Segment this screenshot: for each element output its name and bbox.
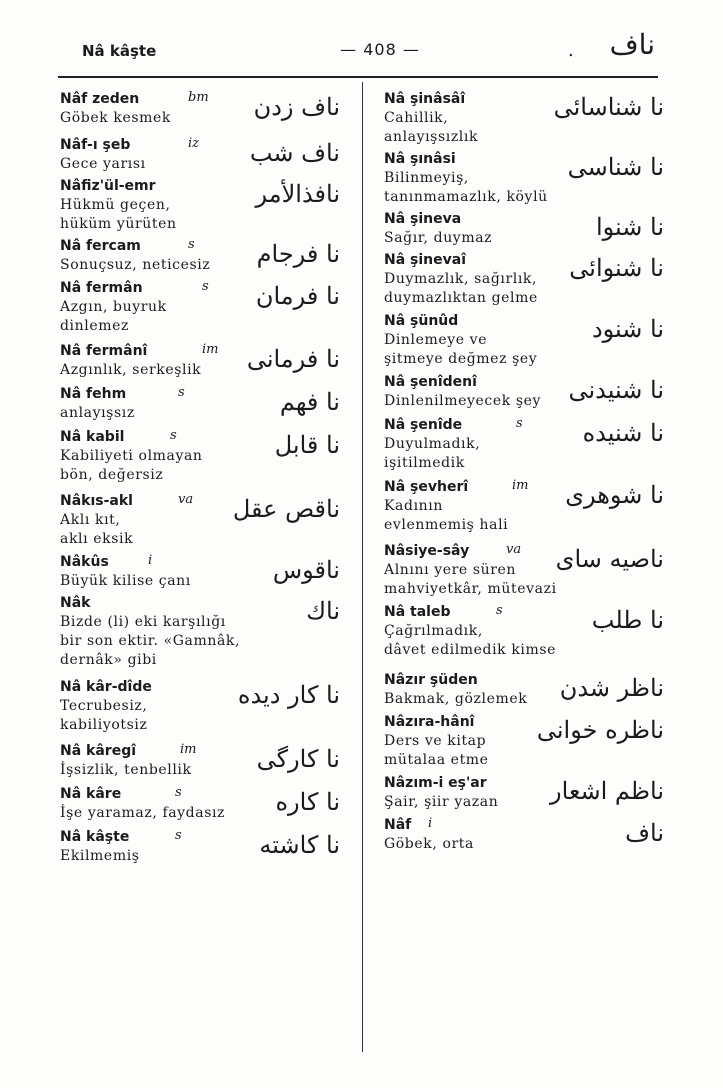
entry-definition: Azgınlık, serkeşlik: [60, 362, 202, 378]
entry-arabic-script: نا طلب: [591, 606, 664, 634]
entry-definition: Aklı kıt,: [60, 512, 121, 528]
entry-definition: Azgın, buyruk: [60, 299, 167, 315]
entry-definition: Dinlenilmeyecek şey: [384, 393, 542, 409]
dictionary-entry: [60, 553, 340, 591]
entry-definition: aklı eksik: [60, 531, 134, 547]
entry-definition: Bakmak, gözlemek: [384, 691, 528, 707]
entry-headword: Nâzım-i eş'ar: [384, 775, 487, 791]
entry-definition: Çağrılmadık,: [384, 623, 483, 639]
entry-arabic-script: نا كاشته: [259, 831, 340, 859]
page-header: [0, 0, 723, 80]
entry-definition: Bizde (li) eki karşılığı: [60, 614, 226, 630]
dictionary-entry: [60, 342, 340, 380]
entry-definition: Göbek, orta: [384, 836, 474, 852]
entry-arabic-script: نا فرمان: [255, 282, 340, 310]
entry-arabic-script: نا كارگى: [256, 745, 340, 773]
entry-headword: Nâ kabil: [60, 429, 125, 445]
entry-part-of-speech: i: [428, 816, 433, 831]
entry-definition: Duyulmadık,: [384, 436, 481, 452]
entry-definition: Sonuçsuz, neticesiz: [60, 257, 211, 273]
entry-headword: Nâzıra-hânî: [384, 714, 475, 730]
running-head-left: Nâ kâşte: [82, 42, 157, 60]
dictionary-entry: [60, 678, 340, 735]
entry-definition: şitmeye değmez şey: [384, 351, 538, 367]
running-head-right: ناف: [609, 28, 655, 61]
entry-headword: Nâ kâregî: [60, 743, 137, 759]
entry-definition: Ders ve kitap: [384, 733, 487, 749]
entry-arabic-script: نا قابل: [274, 431, 340, 459]
dictionary-entry: [384, 603, 664, 660]
entry-part-of-speech: s: [496, 603, 503, 618]
entry-arabic-script: ناقوس: [272, 556, 340, 584]
entry-definition: Şair, şiir yazan: [384, 794, 499, 810]
entry-part-of-speech: s: [175, 785, 182, 800]
entry-part-of-speech: s: [202, 279, 209, 294]
entry-definition: Bilinmeyiş,: [384, 170, 469, 186]
entry-arabic-script: نا شنيدنى: [568, 376, 664, 404]
entry-arabic-script: نا فرمانى: [246, 345, 340, 373]
entry-definition: anlayışsızlık: [384, 129, 479, 145]
entry-definition: duymazlıktan gelme: [384, 290, 538, 306]
dictionary-entry: [60, 385, 340, 423]
entry-headword: Nâ şinâsâî: [384, 91, 466, 107]
page-number: — 408 —: [340, 40, 420, 59]
entry-definition: hüküm yürüten: [60, 216, 177, 232]
header-rule: [58, 76, 658, 78]
entry-definition: İşe yaramaz, faydasız: [60, 805, 226, 821]
dictionary-entry: [60, 136, 340, 174]
entry-headword: Nâ şınâsi: [384, 151, 456, 167]
entry-arabic-script: ناصيه ساى: [555, 545, 664, 573]
entry-arabic-script: نا شنوا: [595, 213, 664, 241]
entry-part-of-speech: im: [512, 478, 529, 493]
right-column: [384, 90, 664, 854]
entry-arabic-script: نا فهم: [279, 388, 340, 416]
entry-arabic-script: ناظره خوانى: [536, 716, 664, 744]
dictionary-entry: [384, 312, 664, 369]
header-dot: .: [568, 40, 574, 61]
entry-part-of-speech: s: [178, 385, 185, 400]
entry-headword: Nâkıs-akl: [60, 493, 133, 509]
entry-headword: Nâ fermânî: [60, 343, 148, 359]
entry-definition: Kabiliyeti olmayan: [60, 448, 203, 464]
entry-definition: Tecrubesiz,: [60, 698, 148, 714]
dictionary-entry: [60, 785, 340, 823]
entry-definition: dâvet edilmedik kimse: [384, 642, 557, 658]
dictionary-entry: [60, 492, 340, 549]
dictionary-entry: [384, 373, 664, 411]
entry-definition: tanınmamazlık, köylü: [384, 189, 548, 205]
entry-definition: İşsizlik, tenbellik: [60, 762, 192, 778]
entry-headword: Nâ fermân: [60, 280, 143, 296]
entry-part-of-speech: i: [148, 553, 153, 568]
dictionary-entry: [384, 816, 664, 854]
dictionary-entry: [384, 416, 664, 473]
entry-headword: Nâ fercam: [60, 238, 141, 254]
entry-definition: mahviyetkâr, mütevazi: [384, 581, 557, 597]
entry-part-of-speech: im: [180, 742, 197, 757]
dictionary-entry: [384, 774, 664, 812]
dictionary-entry: [384, 542, 664, 599]
entry-arabic-script: ناقص عقل: [232, 495, 340, 523]
dictionary-entry: [60, 279, 340, 336]
entry-arabic-script: نا شناسائى: [553, 93, 664, 121]
left-column: [60, 90, 340, 866]
entry-headword: Nâsiye-sây: [384, 543, 470, 559]
entry-arabic-script: نا شناسى: [567, 153, 664, 181]
entry-arabic-script: نا كار ديده: [237, 681, 340, 709]
entry-arabic-script: نا شنود: [591, 315, 664, 343]
entry-headword: Nâ şevherî: [384, 479, 469, 495]
entry-arabic-script: نا فرجام: [256, 240, 340, 268]
dictionary-entry: [384, 713, 664, 770]
dictionary-entry: [384, 478, 664, 535]
entry-definition: Ekilmemiş: [60, 848, 140, 864]
entry-headword: Nâ şenîde: [384, 417, 463, 433]
entry-arabic-script: نا شنيده: [582, 419, 664, 447]
entry-headword: Nâ taleb: [384, 604, 451, 620]
entry-definition: Büyük kilise çanı: [60, 573, 191, 589]
entry-headword: Nâf: [384, 817, 412, 833]
entry-headword: Nâzır şüden: [384, 672, 478, 688]
entry-headword: Nâk: [60, 595, 91, 611]
dictionary-entry: [384, 251, 664, 308]
entry-part-of-speech: iz: [188, 136, 200, 151]
entry-headword: Nâ kâre: [60, 786, 122, 802]
entry-arabic-script: نا كاره: [275, 788, 340, 816]
entry-headword: Nâ kâşte: [60, 829, 130, 845]
entry-headword: Nâ kâr-dîde: [60, 679, 152, 695]
dictionary-entry: [60, 237, 340, 275]
entry-definition: mütalaa etme: [384, 752, 489, 768]
dictionary-entry: [384, 90, 664, 147]
entry-part-of-speech: va: [178, 492, 194, 507]
dictionary-entry: [60, 428, 340, 485]
dictionary-entry: [60, 177, 340, 234]
entry-part-of-speech: im: [202, 342, 219, 357]
entry-headword: Nâf zeden: [60, 91, 140, 107]
entry-definition: bir son ektir. «Gamnâk,: [60, 633, 241, 649]
dictionary-entry: [384, 210, 664, 248]
entry-part-of-speech: s: [188, 237, 195, 252]
entry-arabic-script: ناف شب: [249, 139, 340, 167]
entry-definition: Hükmü geçen,: [60, 197, 171, 213]
entry-definition: Alnını yere süren: [384, 562, 517, 578]
entry-arabic-script: ناظم اشعار: [550, 777, 664, 805]
entry-part-of-speech: s: [516, 416, 523, 431]
dictionary-entry: [60, 828, 340, 866]
entry-definition: Göbek kesmek: [60, 110, 171, 126]
entry-part-of-speech: s: [175, 828, 182, 843]
entry-part-of-speech: va: [506, 542, 522, 557]
dictionary-entry: [60, 742, 340, 780]
entry-part-of-speech: s: [170, 428, 177, 443]
entry-headword: Nâkûs: [60, 554, 109, 570]
entry-arabic-script: ناك: [306, 597, 340, 625]
entry-arabic-script: نا شوهرى: [565, 481, 664, 509]
entry-part-of-speech: bm: [188, 90, 209, 105]
entry-headword: Nâ fehm: [60, 386, 127, 402]
dictionary-entry: [60, 90, 340, 128]
entry-arabic-script: نافذالأمر: [255, 180, 340, 208]
entry-arabic-script: نا شنوائى: [569, 254, 664, 282]
dictionary-entry: [384, 671, 664, 709]
entry-headword: Nâ şenîdenî: [384, 374, 477, 390]
dictionary-entry: [60, 594, 340, 670]
entry-definition: Cahillik,: [384, 110, 449, 126]
entry-definition: kabiliyotsiz: [60, 717, 148, 733]
entry-definition: Duymazlık, sağırlık,: [384, 271, 538, 287]
entry-definition: dernâk» gibi: [60, 652, 157, 668]
entry-headword: Nâ şünûd: [384, 313, 459, 329]
entry-arabic-script: ناف زدن: [253, 93, 340, 121]
entry-headword: Nâ şineva: [384, 211, 462, 227]
entry-definition: dinlemez: [60, 318, 129, 334]
entry-definition: evlenmemiş hali: [384, 517, 509, 533]
column-divider: [362, 82, 363, 1052]
entry-definition: Kadının: [384, 498, 443, 514]
entry-definition: Sağır, duymaz: [384, 230, 493, 246]
entry-definition: işitilmedik: [384, 455, 465, 471]
entry-headword: Nâ şinevaî: [384, 252, 467, 268]
entry-arabic-script: ناف: [625, 819, 664, 847]
entry-definition: Gece yarısı: [60, 156, 146, 172]
entry-headword: Nâf-ı şeb: [60, 137, 131, 153]
entry-arabic-script: ناظر شدن: [559, 674, 664, 702]
entry-definition: bön, değersiz: [60, 467, 164, 483]
dictionary-entry: [384, 150, 664, 207]
entry-definition: Dinlemeye ve: [384, 332, 488, 348]
entry-definition: anlayışsız: [60, 405, 135, 421]
entry-headword: Nâfiz'ül-emr: [60, 178, 156, 194]
